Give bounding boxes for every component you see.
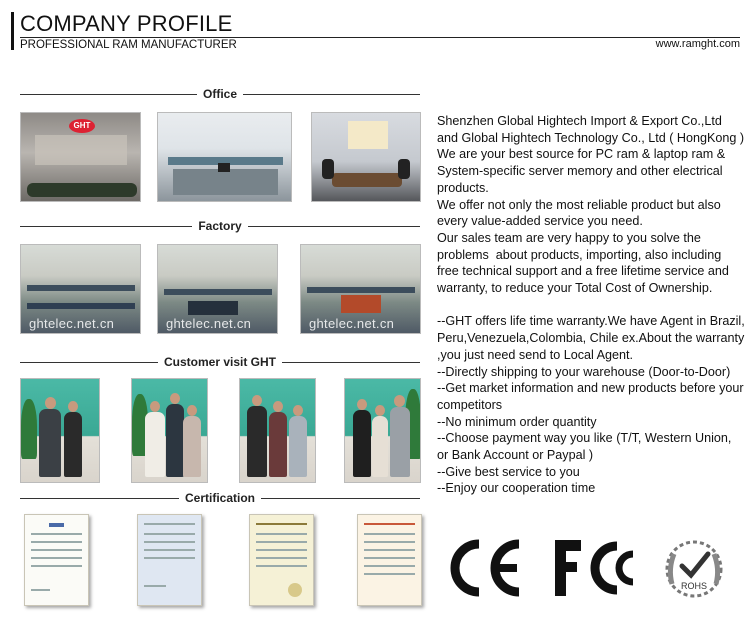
factory-photo-1 (20, 244, 141, 334)
section-heading-office (20, 86, 420, 102)
office-photo-reception (20, 112, 141, 202)
section-label-office: Office (203, 87, 238, 101)
certificate-document-4 (357, 514, 422, 606)
header-accent-bar (11, 12, 14, 50)
section-label-factory: Factory (198, 219, 242, 233)
customer-visit-photo-2 (131, 378, 208, 483)
website-url[interactable]: www.ramght.com (655, 38, 740, 50)
certificate-document-1 (24, 514, 89, 606)
bullet-shipping: --Directly shipping to your warehouse (Door-to-Door) (437, 364, 731, 379)
bullet-warranty: --GHT offers life time warranty.We have Agent in Brazil, Peru,Venezuela,Colombia, Chile ex.About the warranty ,you just need send to Local Agent. (437, 314, 749, 362)
bullet-market-info: --Get market information and new products before your competitors (437, 381, 748, 412)
certificate-document-3 (249, 514, 314, 606)
customer-visit-photo-3 (239, 378, 316, 483)
certificate-document-2 (137, 514, 202, 606)
customer-visit-photo-1 (20, 378, 100, 483)
intro-line-1: Shenzhen Global Hightech Import & Export Co.,Ltd and Global Hightech Technology Co., Ltd ( HongKong ) (437, 114, 745, 145)
bullet-cooperation: --Enjoy our cooperation time (437, 481, 596, 496)
intro-line-4: Our sales team are very happy to you solve the problems about products, importing, also including free technical support and a free lifetime service and warranty, to reduce your Total Cost of Ownership. (437, 230, 733, 296)
section-heading-factory (20, 218, 420, 234)
watermark-text: ghtelec.net.cn (29, 316, 115, 331)
watermark-text: ghtelec.net.cn (309, 316, 395, 331)
rohs-logo (658, 536, 730, 602)
intro-line-2: We are your best source for PC ram & laptop ram & System-specific server memory and other electrical products. (437, 147, 729, 195)
office-sign-logo: GHT (69, 119, 95, 133)
watermark-text: ghtelec.net.cn (166, 316, 252, 331)
office-photo-meeting-room (311, 112, 421, 202)
factory-photo-3 (300, 244, 421, 334)
header-divider (20, 37, 740, 38)
bullet-service: --Give best service to you (437, 464, 580, 479)
section-label-certification: Certification (185, 491, 256, 505)
fcc-logo-text: FC (553, 536, 555, 537)
section-heading-customer-visit (20, 354, 420, 370)
office-photo-workstations (157, 112, 292, 202)
ce-logo-text: CE (445, 536, 447, 537)
company-description (437, 113, 749, 497)
section-heading-certification (20, 490, 420, 506)
bullet-payment: --Choose payment way you like (T/T, Western Union, or Bank Account or Paypal ) (437, 431, 735, 463)
rohs-logo-text: ROHS (680, 581, 708, 591)
factory-photo-2 (157, 244, 278, 334)
intro-line-3: We offer not only the most reliable product but also every value-added service you need. (437, 197, 725, 229)
section-label-customer-visit: Customer visit GHT (163, 355, 277, 369)
bullet-min-order: --No minimum order quantity (437, 414, 597, 429)
customer-visit-photo-4 (344, 378, 421, 483)
page-subtitle: PROFESSIONAL RAM MANUFACTURER (20, 39, 237, 51)
page-title: COMPANY PROFILE (20, 11, 233, 36)
fcc-logo (553, 536, 637, 600)
ce-logo (445, 536, 525, 600)
